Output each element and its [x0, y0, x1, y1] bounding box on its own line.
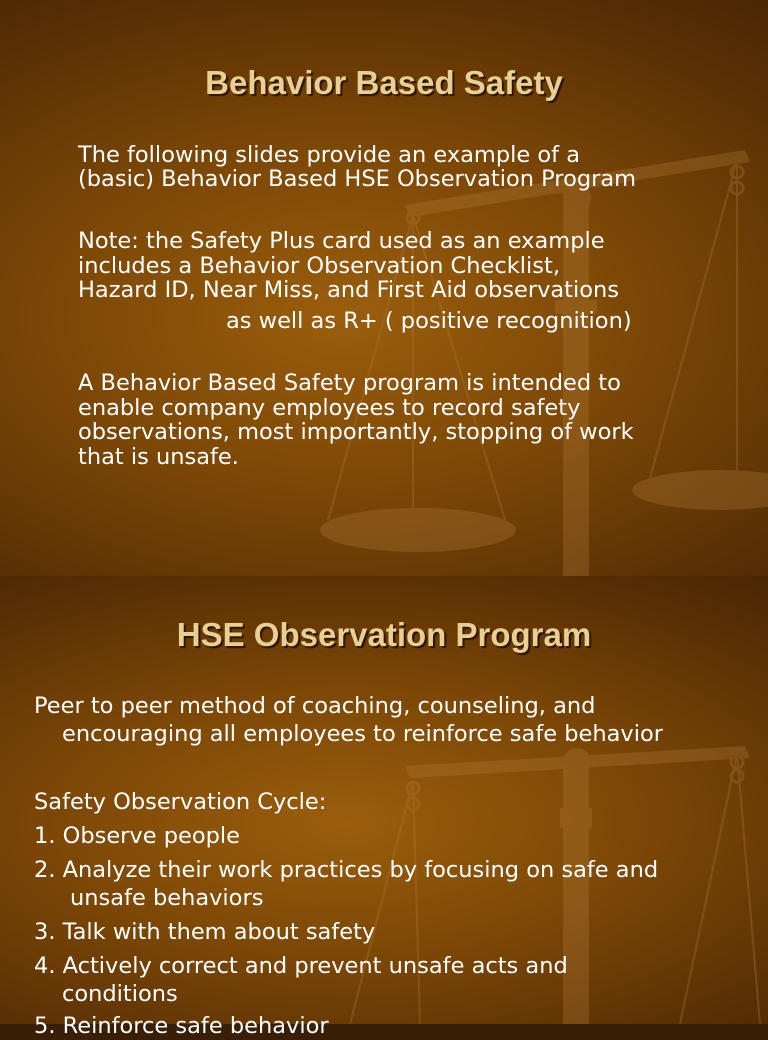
text-line: observations, most importantly, stopping of work	[78, 419, 634, 445]
slide-title: Behavior Based Safety	[205, 64, 563, 101]
text-line: 5. Reinforce safe behavior	[34, 1013, 329, 1039]
text-line: Peer to peer method of coaching, counseling, and	[34, 693, 596, 719]
text-line: 3. Talk with them about safety	[34, 919, 376, 945]
text-line: encouraging all employees to reinforce safe behavior	[62, 721, 663, 747]
slide-title: HSE Observation Program	[176, 616, 592, 653]
text-line: 1. Observe people	[34, 823, 241, 849]
text-line: conditions	[62, 981, 178, 1007]
cycle-heading: Safety Observation Cycle:	[34, 789, 327, 815]
text-line: includes a Behavior Observation Checklist,	[78, 253, 560, 279]
text-line: 2. Analyze their work practices by focusing on safe and	[34, 857, 659, 883]
text-line: Note: the Safety Plus card used as an example	[78, 228, 605, 254]
text-line: that is unsafe.	[78, 444, 239, 470]
text-line: unsafe behaviors	[70, 885, 264, 911]
text-line: as well as R+ ( positive recognition)	[226, 308, 632, 334]
text-line: A Behavior Based Safety program is intended to	[78, 370, 621, 396]
text-line: The following slides provide an example of a	[78, 142, 580, 168]
text-line: Hazard ID, Near Miss, and First Aid observations	[78, 277, 619, 303]
text-line: (basic) Behavior Based HSE Observation Program	[78, 166, 637, 192]
text-line: 4. Actively correct and prevent unsafe acts and	[34, 953, 568, 979]
slide-hse-observation-program	[0, 576, 768, 1039]
text-line: enable company employees to record safety	[78, 395, 581, 421]
